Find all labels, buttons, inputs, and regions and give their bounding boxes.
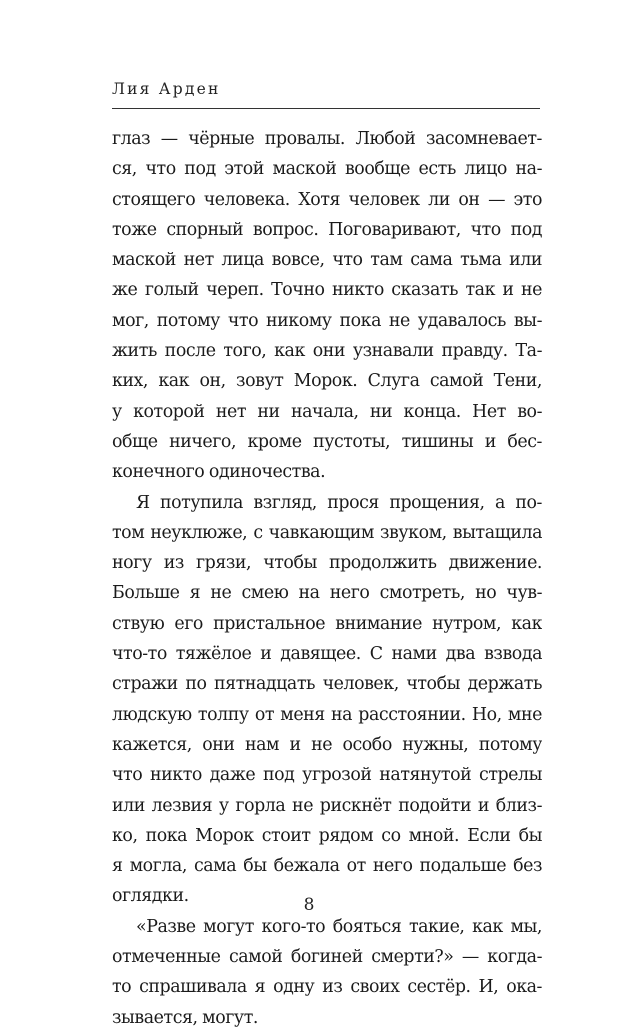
- text-line: ся, что под этой маской вообще есть лицо на-: [112, 159, 542, 180]
- page-number: 8: [303, 895, 315, 915]
- text-line: жить после того, как они узнавали правду. Та-: [112, 341, 542, 362]
- text-line: у которой нет ни начала, ни конца. Нет во-: [112, 401, 542, 422]
- text-line: глаз — чёрные провалы. Любой засомневает-: [112, 129, 542, 149]
- text-line: ногу из грязи, чтобы продолжить движение.: [112, 553, 542, 574]
- text-line: отмеченные самой богиней смерти?» — когда-: [112, 947, 542, 968]
- text-line: Больше я не смею на него смотреть, но чув-: [112, 583, 542, 604]
- text-line: ко, пока Морок стоит рядом со мной. Если бы: [112, 825, 542, 846]
- text-line: что-то тяжёлое и давящее. С нами два взвода: [112, 644, 542, 665]
- text-line: стражи по пятнадцать человек, чтобы держать: [112, 674, 542, 695]
- text-line: обще ничего, кроме пустоты, тишины и бес-: [112, 431, 542, 452]
- text-line: том неуклюже, с чавкающим звуком, вытащила: [112, 522, 542, 543]
- text-line: людскую толпу от меня на расстоянии. Но, мне: [112, 704, 542, 725]
- paragraph-1: [112, 124, 542, 488]
- text-line: тоже спорный вопрос. Поговаривают, что под: [112, 219, 542, 240]
- text-line: мог, потому что никому пока не удавалось вы-: [112, 310, 542, 331]
- text-line: я могла, сама бы бежала от него подальше без: [112, 856, 542, 877]
- paragraph-2: [112, 488, 542, 912]
- text-line: стоящего человека. Хотя человек ли он — это: [112, 189, 542, 210]
- text-line: ких, как он, зовут Морок. Слуга самой Тени,: [112, 371, 542, 392]
- text-line: же голый череп. Точно никто сказать так и не: [112, 280, 542, 301]
- text-line: «Разве могут кого-то бояться такие, как мы,: [136, 916, 542, 937]
- text-line: маской нет лица вовсе, что там сама тьма или: [112, 250, 542, 271]
- text-line: зывается, могут.: [112, 1007, 258, 1028]
- running-head: Лия Арден: [112, 80, 221, 98]
- header-rule: [112, 108, 540, 109]
- paragraph-3: [112, 912, 542, 1033]
- text-line: или лезвия у горла не рискнёт подойти и близ-: [112, 795, 542, 816]
- text-line: ствую его пристальное внимание нутром, как: [112, 613, 542, 634]
- text-line: оглядки.: [112, 886, 189, 907]
- text-line: что никто даже под угрозой натянутой стрелы: [112, 765, 542, 786]
- text-line: конечного одиночества.: [112, 462, 326, 483]
- text-line: то спрашивала я одну из своих сестёр. И, ока-: [112, 977, 542, 998]
- text-line: кажется, они нам и не особо нужны, потому: [112, 734, 542, 755]
- text-line: Я потупила взгляд, прося прощения, а по-: [136, 492, 542, 513]
